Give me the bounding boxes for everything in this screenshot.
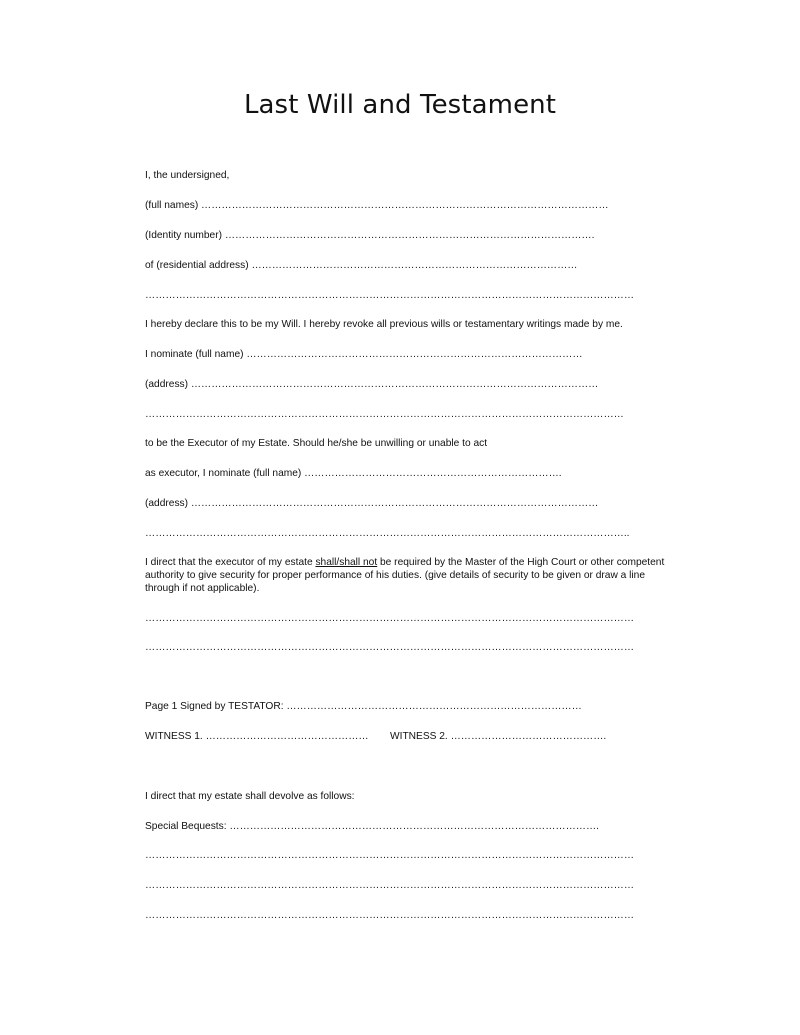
shall-shall-not-underlined: shall/shall not — [315, 557, 378, 568]
estate-devolve-text: I direct that my estate shall devolve as follows: — [145, 791, 355, 802]
identity-number-line: (Identity number) ………………………………………………………………………………………………. — [145, 230, 595, 241]
alternate-executor-address-continuation-line: …………………………………………………………………………………………………………………………….. — [145, 528, 630, 539]
security-details-line-2: ……………………………………………………………………………………………………………………………… — [145, 642, 634, 653]
alternate-executor-address-line: (address) ………………………………………………………………………………………………………… — [145, 498, 599, 509]
residential-address-continuation-line: ……………………………………………………………………………………………………………………………… — [145, 290, 634, 301]
will-declaration-text: I hereby declare this to be my Will. I hereby revoke all previous wills or testamentary writings made by me. — [145, 319, 623, 330]
residential-address-line: of (residential address) …………………………………………………………………………………… — [145, 260, 578, 271]
alternate-executor-name-line: as executor, I nominate (full name) …………………………………………………………………. — [145, 468, 562, 479]
alternate-executor-text: to be the Executor of my Estate. Should he/she be unwilling or unable to act — [145, 438, 488, 449]
security-paragraph — [145, 556, 665, 595]
intro-line: I, the undersigned, — [145, 170, 230, 181]
witness-1-line: WITNESS 1. ………………………………………… — [145, 731, 369, 742]
security-details-line-1: ……………………………………………………………………………………………………………………………… — [145, 613, 634, 624]
document-title: Last Will and Testament — [243, 90, 557, 120]
testator-signature-line: Page 1 Signed by TESTATOR: …………………………………………………………………………… — [145, 701, 582, 712]
special-bequests-line: Special Bequests: ………………………………………………………………………………………………. — [145, 821, 599, 832]
security-paragraph-text-end: be required by the Master of the High Court or other competent authority to give security for proper performance of his duties. (give details of security to be given or draw a line through if not applicable). — [145, 557, 665, 594]
security-paragraph-text-start: I direct that the executor of my estate — [145, 557, 316, 568]
full-names-line: (full names) ………………………………………………………………………………………………………… — [145, 200, 609, 211]
bequests-line-1: ……………………………………………………………………………………………………………………………… — [145, 850, 634, 861]
executor-address-continuation-line: …………………………………………………………………………………………………………………………… — [145, 409, 624, 420]
witness-2-line: WITNESS 2. ………………………………………. — [390, 731, 607, 742]
executor-name-line: I nominate (full name) ……………………………………………………………………………………… — [145, 349, 583, 360]
bequests-line-2: ……………………………………………………………………………………………………………………………… — [145, 880, 634, 891]
bequests-line-3: ……………………………………………………………………………………………………………………………… — [145, 910, 634, 921]
executor-address-line: (address) ………………………………………………………………………………………………………… — [145, 379, 599, 390]
